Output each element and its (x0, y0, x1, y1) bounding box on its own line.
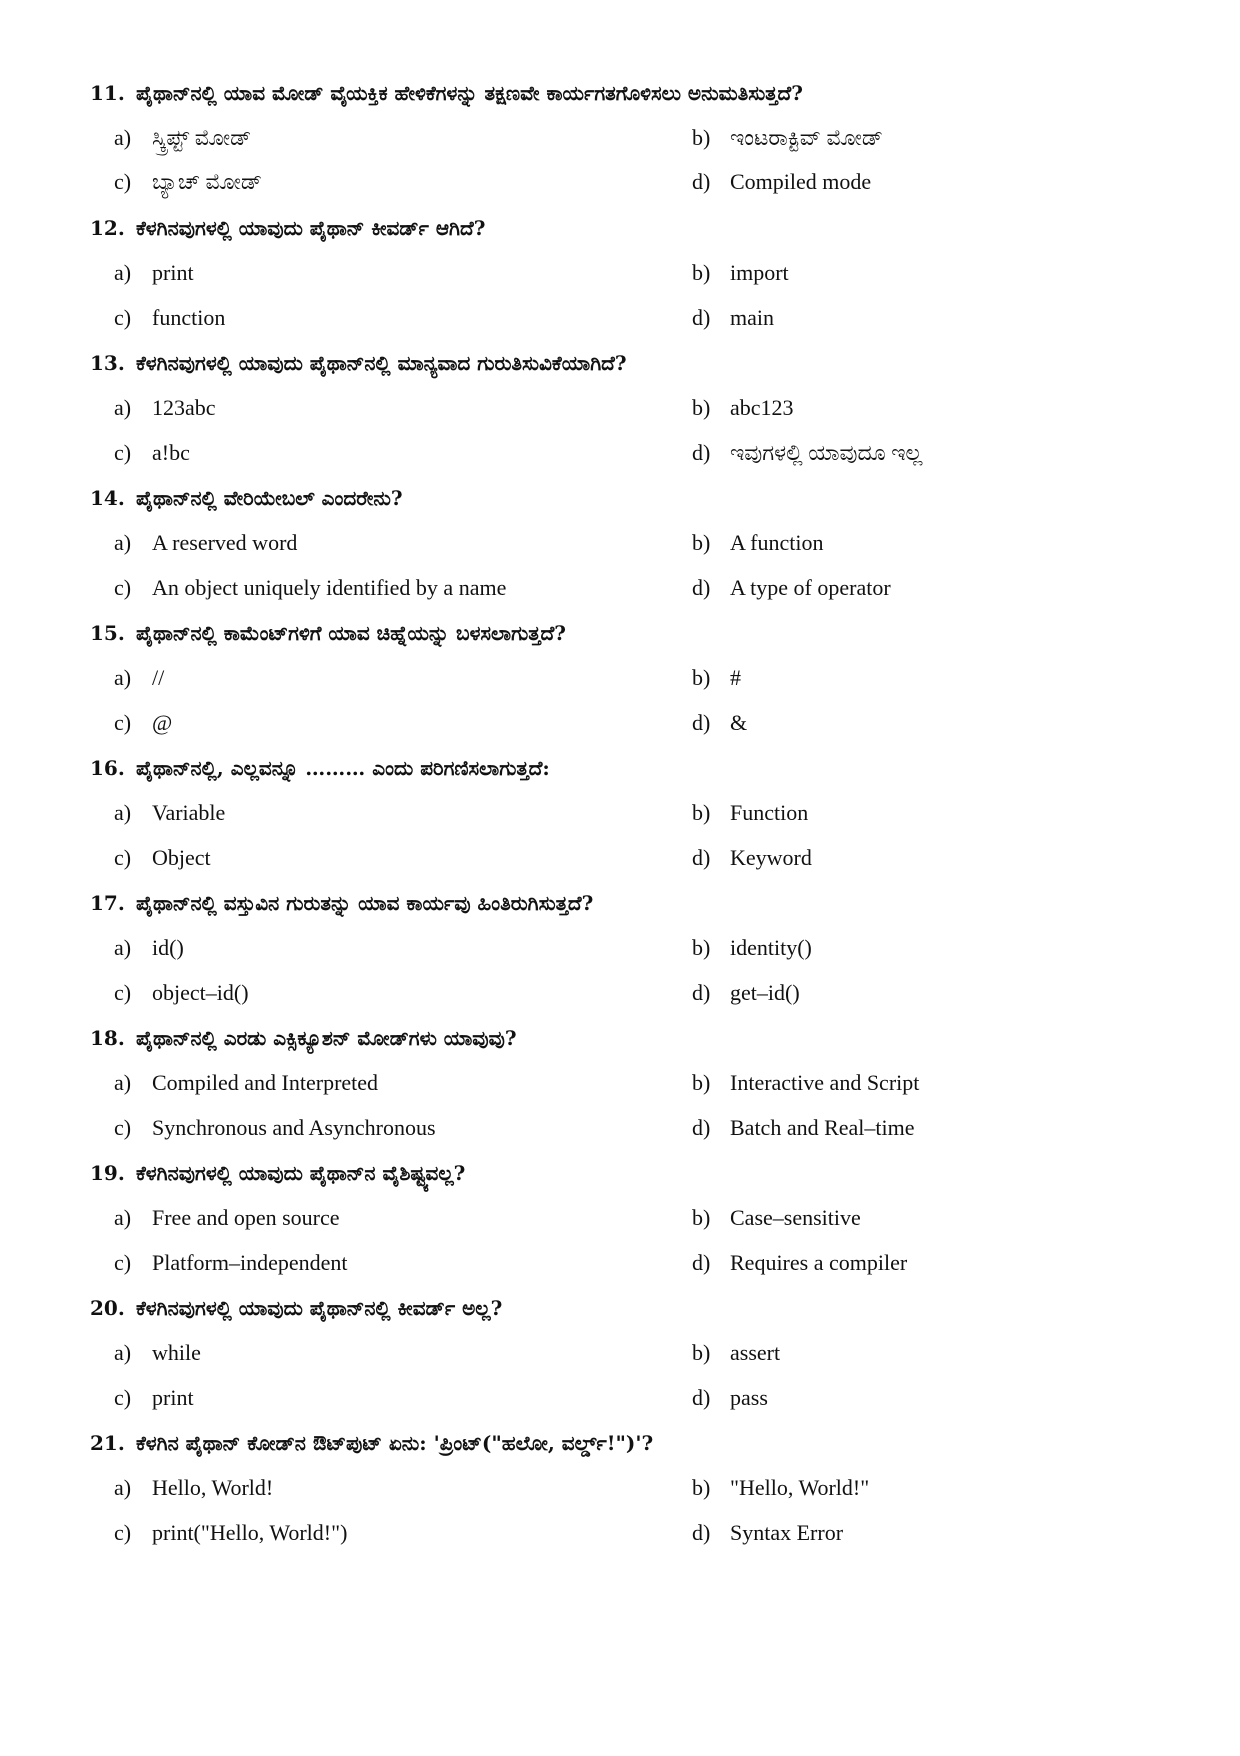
question-number: 20. (90, 1296, 125, 1320)
option-11b: b) ಇಂಟರಾಕ್ಟಿವ್ ಮೋಡ್ (692, 125, 883, 150)
option-15c: c) @ (114, 710, 173, 735)
question-number: 11. (90, 81, 125, 105)
option-16a: a) Variable (114, 800, 226, 825)
option-13d: d) ಇವುಗಳಲ್ಲಿ ಯಾವುದೂ ಇಲ್ಲ (692, 440, 923, 465)
option-14b: b) A function (692, 530, 824, 555)
option-18b: b) Interactive and Script (692, 1070, 920, 1095)
option-14d: d) A type of operator (692, 575, 891, 600)
option-17a: a) id() (114, 935, 184, 960)
question-number: 16. (90, 756, 125, 780)
question-14 (90, 481, 1190, 515)
question-text: ಕೆಳಗಿನವುಗಳಲ್ಲಿ ಯಾವುದು ಪೈಥಾನ್ ಕೀವರ್ಡ್ ಆಗಿದೆ? (136, 216, 486, 240)
question-17 (90, 886, 1190, 920)
question-20 (90, 1291, 1190, 1325)
question-text: ಕೆಳಗಿನವುಗಳಲ್ಲಿ ಯಾವುದು ಪೈಥಾನ್‌ನಲ್ಲಿ ಕೀವರ್ಡ್ ಅಲ್ಲ? (136, 1296, 503, 1320)
option-13c: c) a!bc (114, 440, 190, 465)
option-21a: a) Hello, World! (114, 1475, 274, 1500)
option-16c: c) Object (114, 845, 211, 870)
question-18 (90, 1021, 1190, 1055)
question-number: 14. (90, 486, 125, 510)
option-12a: a) print (114, 260, 194, 285)
question-number: 21. (90, 1431, 125, 1455)
option-20a: a) while (114, 1340, 201, 1365)
option-17d: d) get–id() (692, 980, 800, 1005)
question-text: ಪೈಥಾನ್‌ನಲ್ಲಿ ಎರಡು ಎಕ್ಸಿಕ್ಯೂಶನ್ ಮೋಡ್‌ಗಳು ಯಾವುವು? (136, 1026, 517, 1050)
option-12b: b) import (692, 260, 789, 285)
option-16d: d) Keyword (692, 845, 812, 870)
question-21 (90, 1426, 1190, 1460)
option-13b: b) abc123 (692, 395, 794, 420)
question-number: 13. (90, 351, 125, 375)
option-21d: d) Syntax Error (692, 1520, 844, 1545)
option-11c: c) ಬ್ಯಾಚ್ ಮೋಡ್ (114, 169, 263, 194)
question-text: ಕೆಳಗಿನವುಗಳಲ್ಲಿ ಯಾವುದು ಪೈಥಾನ್‌ನಲ್ಲಿ ಮಾನ್ಯವಾದ ಗುರುತಿಸುವಿಕೆಯಾಗಿದೆ? (136, 351, 627, 375)
question-number: 15. (90, 621, 125, 645)
question-12 (90, 211, 1190, 245)
question-15 (90, 616, 1190, 650)
question-13 (90, 346, 1190, 380)
question-number: 19. (90, 1161, 125, 1185)
option-15b: b) # (692, 665, 741, 690)
option-14c: c) An object uniquely identified by a name (114, 575, 507, 600)
option-16b: b) Function (692, 800, 809, 825)
question-number: 18. (90, 1026, 125, 1050)
option-20d: d) pass (692, 1385, 768, 1410)
option-19a: a) Free and open source (114, 1205, 340, 1230)
question-text: ಕೆಳಗಿನ ಪೈಥಾನ್ ಕೋಡ್‌ನ ಔಟ್‌ಪುಟ್ ಏನು: 'ಪ್ರಿಂಟ್("ಹಲೋ, ವರ್ಲ್ಡ್!")'? (136, 1431, 654, 1455)
option-12c: c) function (114, 305, 226, 330)
option-20c: c) print (114, 1385, 194, 1410)
question-19 (90, 1156, 1190, 1190)
question-number: 12. (90, 216, 125, 240)
option-17b: b) identity() (692, 935, 812, 960)
option-18c: c) Synchronous and Asynchronous (114, 1115, 436, 1140)
question-text: ಪೈಥಾನ್‌ನಲ್ಲಿ, ಎಲ್ಲವನ್ನೂ ……… ಎಂದು ಪರಿಗಣಿಸಲಾಗುತ್ತದೆ: (136, 756, 550, 780)
question-text: ಕೆಳಗಿನವುಗಳಲ್ಲಿ ಯಾವುದು ಪೈಥಾನ್‌ನ ವೈಶಿಷ್ಟ್ಯವಲ್ಲ? (136, 1161, 466, 1185)
option-19c: c) Platform–independent (114, 1250, 348, 1275)
option-19d: d) Requires a compiler (692, 1250, 908, 1275)
option-15a: a) // (114, 665, 165, 690)
question-text: ಪೈಥಾನ್‌ನಲ್ಲಿ ವೇರಿಯೇಬಲ್ ಎಂದರೇನು? (136, 486, 403, 510)
option-13a: a) 123abc (114, 395, 216, 420)
option-18a: a) Compiled and Interpreted (114, 1070, 379, 1095)
option-21c: c) print("Hello, World!") (114, 1520, 348, 1545)
option-15d: d) & (692, 710, 748, 735)
option-14a: a) A reserved word (114, 530, 298, 555)
option-12d: d) main (692, 305, 774, 330)
question-text: ಪೈಥಾನ್‌ನಲ್ಲಿ ಕಾಮೆಂಟ್‌ಗಳಿಗೆ ಯಾವ ಚಿಹ್ನೆಯನ್ನು ಬಳಸಲಾಗುತ್ತದೆ? (136, 621, 566, 645)
question-text: ಪೈಥಾನ್‌ನಲ್ಲಿ ಯಾವ ಮೋಡ್ ವೈಯಕ್ತಿಕ ಹೇಳಿಕೆಗಳನ್ನು ತಕ್ಷಣವೇ ಕಾರ್ಯಗತಗೊಳಿಸಲು ಅನುಮತಿಸುತ್ತದೆ? (136, 81, 803, 105)
option-11d: d) Compiled mode (692, 169, 872, 194)
option-19b: b) Case–sensitive (692, 1205, 861, 1230)
option-11a: a) ಸ್ಕ್ರಿಪ್ಟ್ ಮೋಡ್ (114, 125, 252, 150)
question-11 (90, 76, 1190, 110)
option-18d: d) Batch and Real–time (692, 1115, 915, 1140)
question-number: 17. (90, 891, 125, 915)
option-21b: b) "Hello, World!" (692, 1475, 870, 1500)
question-16 (90, 751, 1190, 785)
option-20b: b) assert (692, 1340, 781, 1365)
question-text: ಪೈಥಾನ್‌ನಲ್ಲಿ ವಸ್ತುವಿನ ಗುರುತನ್ನು ಯಾವ ಕಾರ್ಯವು ಹಿಂತಿರುಗಿಸುತ್ತದೆ? (136, 891, 594, 915)
option-17c: c) object–id() (114, 980, 249, 1005)
